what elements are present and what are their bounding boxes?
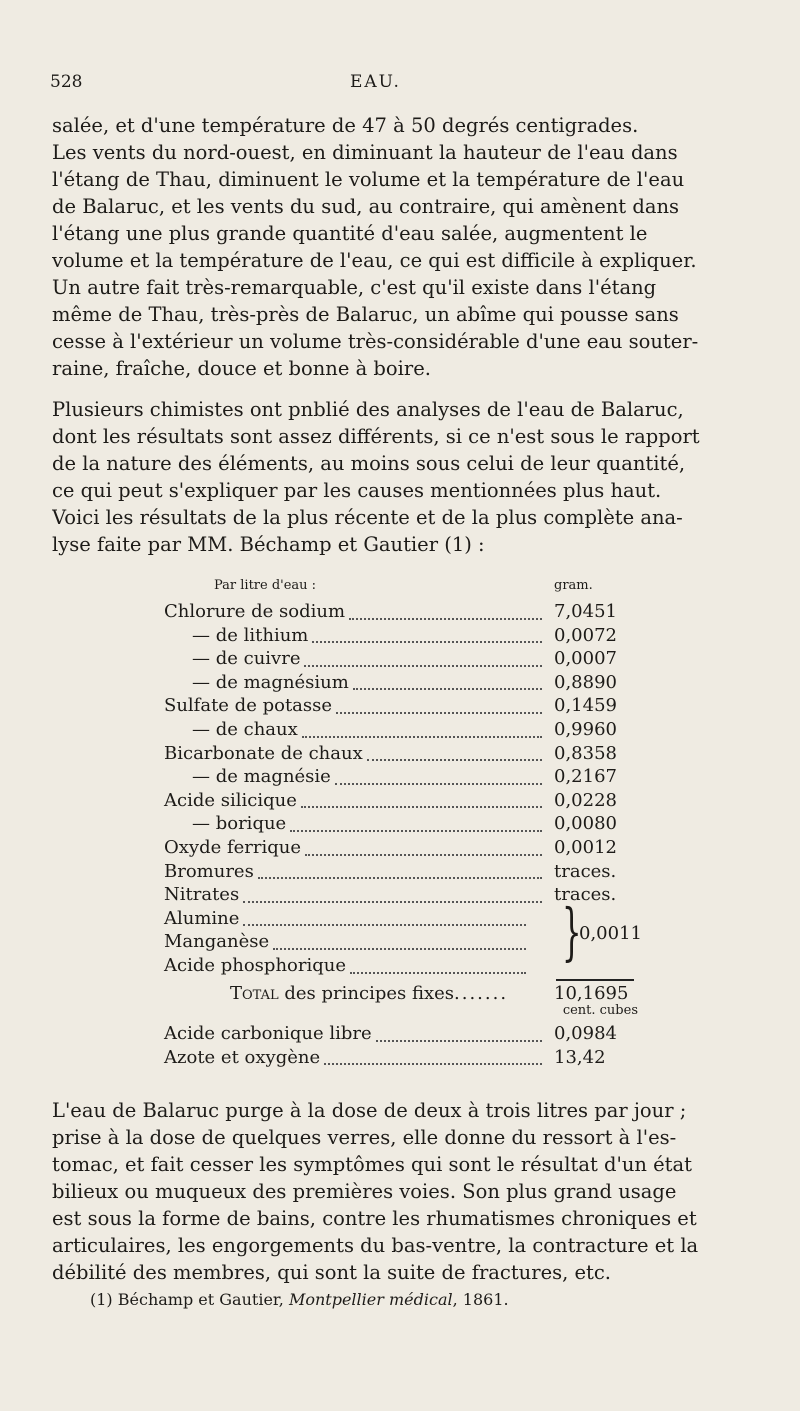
text-line: Plusieurs chimistes ont pnblié des analyses de l'eau de Balaruc, (52, 398, 684, 421)
row-label: Alumine (164, 907, 240, 929)
row-value: 0,1459 (554, 695, 617, 717)
text-line: Les vents du nord-ouest, en diminuant la hauteur de l'eau dans (52, 141, 678, 164)
text-line: même de Thau, très-près de Balaruc, un abîme qui pousse sans (52, 303, 679, 326)
row-label: — de lithium (192, 624, 309, 646)
dot-leader (349, 594, 542, 620)
dot-leader (301, 783, 542, 809)
row-value: 0,0072 (554, 624, 617, 646)
text-line: volume et la température de l'eau, ce qui est difficile à expliquer. (52, 249, 697, 272)
text-line: Voici les résultats de la plus récente et de la plus complète ana- (52, 506, 683, 529)
text-line: ce qui peut s'expliquer par les causes mentionnées plus haut. (52, 479, 662, 502)
row-label: Oxyde ferrique (164, 836, 302, 858)
text-line: tomac, et fait cesser les symptômes qui sont le résultat d'un état (52, 1153, 692, 1176)
dot-leader (367, 736, 542, 762)
row-value: 0,9960 (554, 718, 617, 740)
dot-leader (305, 830, 542, 856)
row-label: Azote et oxygène (164, 1046, 321, 1068)
text-line: l'étang une plus grande quantité d'eau salée, augmentent le (52, 222, 648, 245)
footnote-journal: Montpellier médical (288, 1290, 453, 1309)
text-line: L'eau de Balaruc purge à la dose de deux à trois litres par jour ; (52, 1099, 687, 1122)
row-label: — borique (192, 813, 287, 835)
row-value: traces. (554, 884, 617, 906)
text-line: de Balaruc, et les vents du sud, au contraire, qui amènent dans (52, 195, 680, 218)
text-line: salée, et d'une température de 47 à 50 degrés centigrades. (52, 114, 639, 137)
paragraph-3 (52, 1097, 742, 1286)
dot-leader (312, 618, 542, 644)
dot-leader (243, 877, 542, 903)
dot-leader (273, 924, 526, 950)
row-label: — de cuivre (192, 648, 301, 670)
row-value: 7,0451 (554, 601, 617, 622)
text-line: dont les résultats sont assez différents, si ce n'est sous le rapport (52, 425, 700, 448)
gas-rows (164, 1022, 634, 1069)
paragraph-2 (52, 396, 742, 558)
row-value: 0,0984 (554, 1023, 617, 1044)
row-label: Acide phosphorique (164, 954, 347, 976)
running-title: EAU. (350, 72, 401, 92)
row-value: 0,0007 (554, 648, 617, 670)
text-line: prise à la dose de quelques verres, elle donne du ressort à l'es- (52, 1126, 677, 1149)
row-label: — de magnésium (192, 671, 349, 693)
dot-leader (243, 901, 526, 927)
text-line: lyse faite par MM. Béchamp et Gautier (1) : (52, 533, 485, 556)
text-line: Un autre fait très-remarquable, c'est qu'il existe dans l'étang (52, 276, 657, 299)
text-line: cesse à l'extérieur un volume très-considérable d'une eau souter- (52, 330, 699, 353)
grouped-value: 0,0011 (579, 923, 642, 944)
dot-leader (353, 665, 542, 691)
dot-leader (258, 854, 542, 880)
text-line: bilieux ou muqueux des premières voies. Son plus grand usage (52, 1180, 677, 1203)
row-value: 0,8890 (554, 671, 617, 693)
footnote (90, 1290, 509, 1309)
text-line: débilité des membres, qui sont la suite de fractures, etc. (52, 1261, 612, 1284)
row-value: 0,2167 (554, 766, 617, 788)
total-rule (556, 979, 634, 981)
paragraph-1 (52, 112, 742, 382)
row-label: Chlorure de sodium (164, 601, 346, 622)
unit-label-left: Par litre d'eau : (214, 578, 317, 593)
row-label: Acide silicique (164, 789, 297, 811)
row-value: 0,0228 (554, 789, 617, 811)
dot-leader (290, 806, 542, 832)
row-label: Sulfate de potasse (164, 695, 333, 717)
row-value: traces. (554, 860, 617, 882)
text-line: est sous la forme de bains, contre les rhumatismes chroniques et (52, 1207, 697, 1230)
text-line: l'étang de Thau, diminuent le volume et la température de l'eau (52, 168, 685, 191)
total-value: 10,1695 (554, 983, 629, 1004)
text-line: raine, fraîche, douce et bonne à boire. (52, 357, 431, 380)
page-number: 528 (50, 72, 83, 92)
analysis-table (164, 578, 642, 1068)
total-label: Total des principes fixes....... (230, 983, 509, 1004)
row-value: 0,0080 (554, 813, 617, 835)
footnote-prefix: (1) Béchamp et Gautier, (90, 1290, 289, 1309)
row-label: — de chaux (192, 718, 298, 740)
dot-leader (335, 759, 542, 785)
page-header (50, 72, 740, 96)
row-label: Acide carbonique libre (164, 1023, 372, 1044)
row-label: Manganèse (164, 931, 270, 953)
row-value: 13,42 (554, 1046, 606, 1068)
dot-leader (376, 1016, 542, 1042)
row-label: — de magnésie (192, 766, 331, 788)
text-line: articulaires, les engorgements du bas-ventre, la contracture et la (52, 1234, 699, 1257)
row-value: 0,0012 (554, 836, 617, 858)
table-row (164, 1046, 634, 1070)
total-label-rest: des principes fixes (278, 983, 455, 1004)
row-label: Bromures (164, 860, 254, 882)
row-label: Nitrates (164, 884, 240, 906)
unit-label-right: gram. (554, 578, 593, 593)
text-line: de la nature des éléments, au moins sous celui de leur quantité, (52, 452, 686, 475)
dot-leader (324, 1040, 542, 1066)
dot-leader (336, 688, 542, 714)
footnote-suffix: , 1861. (452, 1290, 509, 1309)
row-value: 0,8358 (554, 742, 617, 764)
dot-leader (350, 948, 526, 974)
dot-leader (304, 641, 542, 667)
brace-symbol: } (561, 895, 582, 968)
dot-leader (302, 712, 542, 738)
total-block (164, 982, 638, 1069)
total-label-caps: Total (230, 983, 279, 1004)
gas-unit: cent. cubes (562, 1003, 638, 1018)
row-label: Bicarbonate de chaux (164, 742, 363, 764)
